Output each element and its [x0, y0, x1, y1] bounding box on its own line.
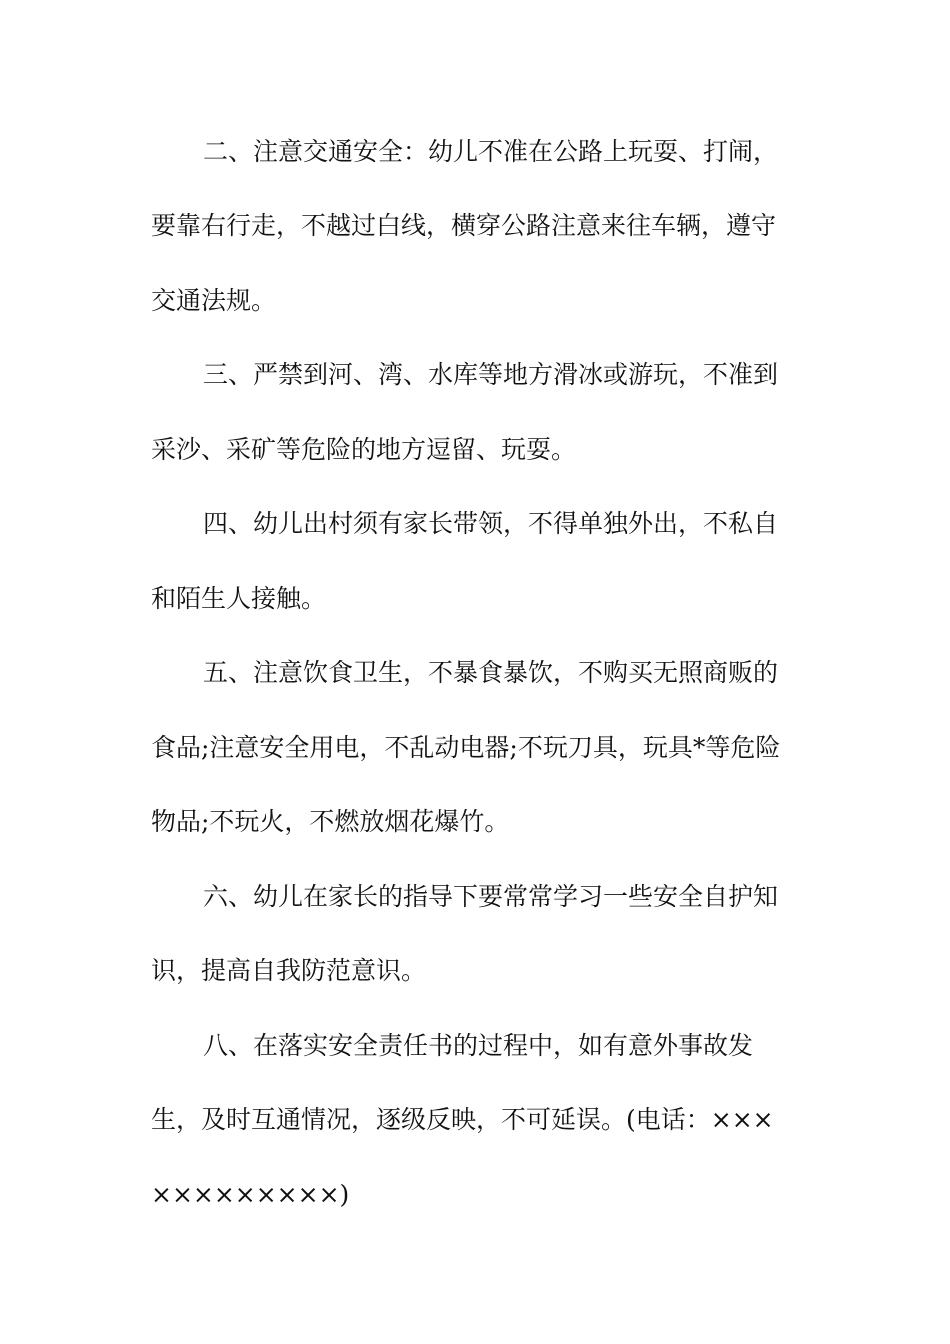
paragraph-6-line-1: 八、在落实安全责任书的过程中，如有意外事故发 [203, 1031, 754, 1060]
paragraph-1-line-2: 要靠右行走，不越过白线，横穿公路注意来往车辆，遵守 [151, 211, 777, 240]
paragraph-3-line-1: 四、幼儿出村须有家长带领，不得单独外出，不私自 [203, 509, 779, 538]
paragraph-2-line-2: 采沙、采矿等危险的地方逗留、玩耍。 [151, 435, 577, 464]
paragraph-6-line-2: 生，及时互通情况，逐级反映，不可延误。(电话：××× [151, 1105, 774, 1134]
paragraph-1-line-3: 交通法规。 [151, 286, 277, 315]
paragraph-4-line-2: 食品;注意安全用电，不乱动电器;不玩刀具，玩具*等危险 [151, 733, 781, 762]
paragraph-6-line-3: ×××××××××) [151, 1180, 350, 1209]
paragraph-5-line-1: 六、幼儿在家长的指导下要常常学习一些安全自护知 [203, 882, 779, 911]
paragraph-1-line-1: 二、注意交通安全：幼儿不准在公路上玩耍、打闹， [203, 137, 779, 166]
paragraph-4-line-1: 五、注意饮食卫生，不暴食暴饮，不购买无照商贩的 [203, 658, 779, 687]
paragraph-2-line-1: 三、严禁到河、湾、水库等地方滑冰或游玩，不准到 [203, 360, 779, 389]
paragraph-4-line-3: 物品;不玩火，不燃放烟花爆竹。 [151, 807, 510, 836]
paragraph-3-line-2: 和陌生人接触。 [151, 584, 327, 613]
paragraph-5-line-2: 识，提高自我防范意识。 [151, 956, 427, 985]
